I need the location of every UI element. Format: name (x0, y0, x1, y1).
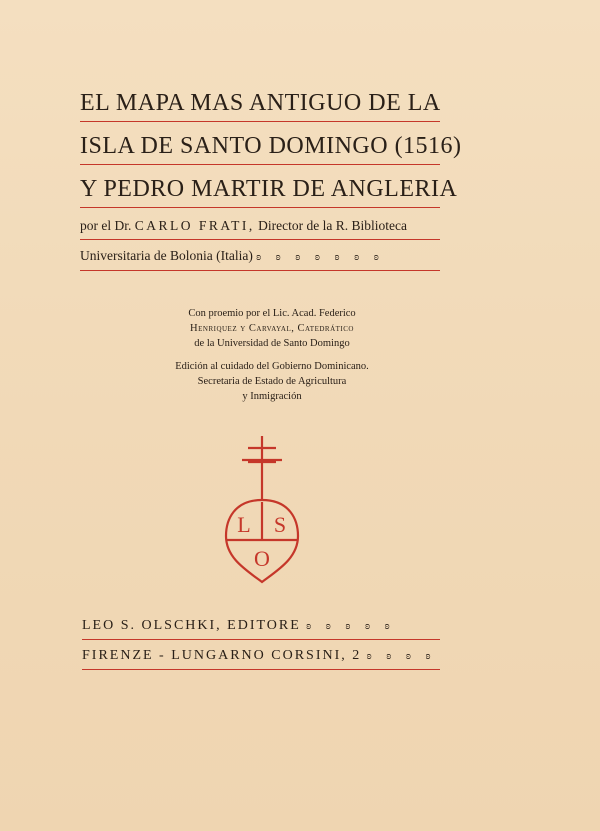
edicion-line-1: Edición al cuidado del Gobierno Dominicano. (175, 361, 369, 372)
proemio-line-2: Henriquez y Carvayal, Catedrático (190, 323, 354, 334)
title-line-1: EL MAPA MAS ANTIGUO DE LA (80, 88, 440, 122)
publisher-line-2 (82, 646, 440, 670)
byline-prefix: por el Dr. (80, 218, 132, 233)
title-line-3: Y PEDRO MARTIR DE ANGLERIA (80, 174, 440, 208)
mark-letter-o: O (254, 546, 270, 571)
proemio-block (172, 306, 372, 412)
edicion-line-3: y Inmigración (242, 391, 302, 402)
title-line-2: ISLA DE SANTO DOMINGO (1516) (80, 131, 440, 165)
byline-suffix: Director de la R. Biblioteca (258, 218, 407, 233)
title-block (80, 88, 462, 217)
publisher-name: LEO S. OLSCHKI, EDITORE (82, 618, 301, 633)
affiliation: Universitaria de Bolonia (Italia) (80, 248, 253, 263)
byline-line-2 (80, 246, 440, 271)
proemio-text (172, 306, 372, 351)
publisher-ornaments-1: ʚ ʚ ʚ ʚ ʚ (306, 620, 396, 632)
ornament-row: ʚ ʚ ʚ ʚ ʚ ʚ ʚ (256, 251, 385, 263)
publisher-line-1 (82, 616, 440, 640)
publisher-mark-icon (222, 436, 302, 586)
proemio-line-1: Con proemio por el Lic. Acad. Federico (188, 308, 356, 319)
mark-letter-l: L (237, 512, 251, 537)
mark-letter-s: S (273, 512, 287, 537)
publisher-address: FIRENZE - LUNGARNO CORSINI, 2 (82, 648, 362, 663)
edicion-line-2: Secretaria de Estado de Agricultura (197, 376, 347, 387)
proemio-line-3: de la Universidad de Santo Domingo (194, 338, 350, 349)
author-name: CARLO FRATI, (134, 218, 255, 233)
publisher-ornaments-2: ʚ ʚ ʚ ʚ (366, 650, 437, 662)
byline-line-1 (80, 216, 440, 240)
byline-block (80, 216, 440, 277)
edicion-text (172, 359, 372, 404)
